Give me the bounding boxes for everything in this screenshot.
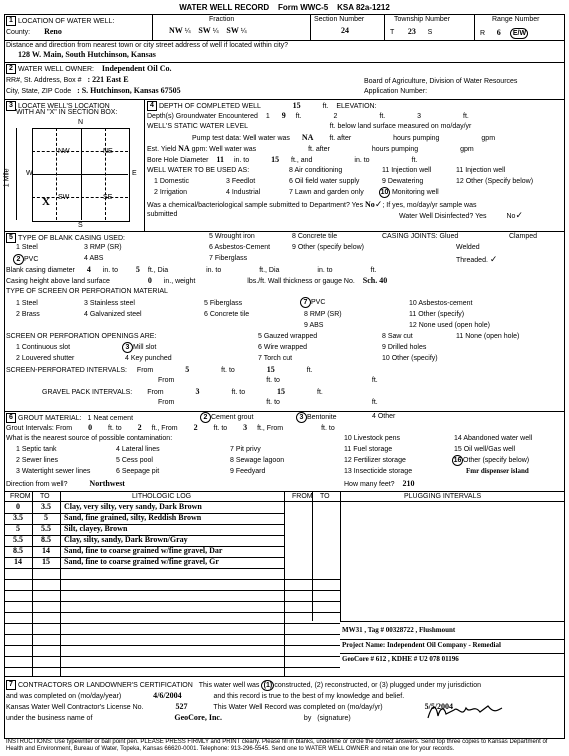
use-4[interactable]: 4 Industrial (226, 189, 261, 196)
business-label: under the business name of (6, 715, 93, 722)
casing-8[interactable]: 8 Concrete tile (292, 233, 338, 240)
blank-depth-value: 5 (135, 265, 140, 274)
ft-unit: ft. (379, 113, 386, 120)
in-to: in. to (206, 267, 222, 274)
disinfected-no[interactable]: No (506, 213, 516, 220)
src-4[interactable]: 4 Lateral lines (116, 446, 160, 453)
gravel-intervals-label: GRAVEL PACK INTERVALS: (42, 389, 133, 396)
pump-value: NA (301, 133, 314, 142)
col-to-2: TO (320, 493, 330, 500)
log-to: 15 (42, 557, 50, 566)
owner-value: Independent Oil Co. (101, 63, 172, 73)
divider (284, 491, 285, 676)
use-10-circled[interactable]: 10 (380, 189, 389, 196)
divider (4, 656, 340, 657)
bore-value: 11 (216, 155, 224, 164)
grout-4[interactable]: 4 Other (372, 413, 396, 420)
src-16-label: Other (specify below) (463, 457, 530, 464)
log-to: 14 (42, 546, 50, 555)
feet-label: How many feet? (344, 481, 395, 488)
in-weight: in., weight (163, 278, 196, 285)
grout-label: GROUT MATERIAL: (18, 414, 82, 422)
city-value: : S. Hutchinson, Kansas 67505 (77, 86, 181, 95)
grout-2-label: Cement grout (211, 414, 254, 421)
divider (474, 14, 475, 40)
divider (310, 14, 311, 40)
divider (4, 590, 340, 591)
license-label: Kansas Water Well Contractor's License No. (6, 704, 144, 711)
direction-value: Northwest (89, 479, 125, 488)
disinfected-label: Water Well Disinfected? Yes (399, 213, 487, 220)
log-description: Sand, fine grained, silty, Reddish Brown (64, 513, 202, 522)
r-label: R (480, 30, 486, 37)
log-to: 3.5 (41, 502, 51, 511)
cert-text-4: and this record is true to the best of my knowledge and belief. (213, 693, 405, 700)
business-value: GeoCore, Inc. (174, 713, 222, 722)
log-from: 14 (14, 557, 22, 566)
casing-9[interactable]: 9 Other (specify below) (292, 244, 364, 251)
t-label: T (390, 29, 395, 36)
divider (144, 99, 145, 231)
check-icon: ✓ (489, 254, 498, 264)
log-from: 0 (16, 502, 20, 511)
ft-dia: ft., Dia (259, 267, 280, 274)
divider (4, 601, 340, 602)
screen-to-value: 15 (266, 365, 275, 374)
hours-label: hours pumping (393, 135, 440, 142)
ft-unit: ft. (463, 113, 469, 120)
completed-date: 4/6/2004 (153, 691, 182, 700)
bore-depth: 15 (271, 155, 280, 164)
license-value: 527 (175, 702, 188, 711)
township-label: Township Number (394, 16, 451, 23)
ft-from: ft., From (257, 425, 284, 432)
opening-4[interactable]: 4 Key punched (125, 355, 172, 362)
locate-label-2: WITH AN "X" IN SECTION BOX: (16, 109, 118, 116)
section-1-label: LOCATION OF WATER WELL: (18, 17, 115, 25)
log-to: 5 (44, 513, 48, 522)
divider (4, 62, 564, 63)
gpm-label: gpm (481, 135, 496, 142)
casing-1[interactable]: 1 Steel (16, 244, 38, 251)
ft-unit: ft. (306, 367, 313, 374)
section-number-label: Section Number (314, 16, 365, 23)
mile-line (16, 128, 17, 220)
gw-2: 2 (333, 113, 338, 120)
opening-11[interactable]: 11 None (open hole) (456, 333, 520, 340)
submitted-label: submitted (147, 211, 178, 218)
gravel-to-value: 15 (277, 387, 286, 396)
clamped-label[interactable]: Clamped (509, 233, 538, 240)
gw-1: 1 (265, 113, 270, 120)
divider (4, 634, 340, 635)
log-description: Sand, fine to coarse grained w/fine gravel, Dar (64, 546, 223, 555)
section-number: 6 (6, 413, 16, 423)
log-note-3: GeoCore # 612 , KDHE # U2 078 01196 (342, 655, 459, 663)
height-value: 0 (147, 276, 152, 285)
chem-label: Was a chemical/bacteriological sample submitted to Department? Yes (147, 202, 364, 209)
grout-to-1: 2 (137, 423, 142, 432)
yield-value: NA (178, 144, 190, 153)
divider (340, 639, 564, 640)
ft-unit: ft. (411, 157, 418, 164)
log-description: Sand, fine to coarse grained w/fine gravel, Gr (64, 557, 219, 566)
col-to: TO (40, 493, 50, 500)
quarter-sign: ¼ (240, 28, 247, 35)
sw-label: SW (58, 194, 70, 201)
in-to: in. to (102, 267, 118, 274)
src-14[interactable]: 14 Abandoned water well (454, 435, 533, 442)
screen-5[interactable]: 5 Fiberglass (204, 300, 243, 307)
in-to: in. to (354, 157, 370, 164)
casing-5[interactable]: 5 Wrought iron (209, 233, 255, 240)
log-from: 5 (16, 524, 20, 533)
section-number: 5 (6, 233, 16, 243)
divider (56, 128, 57, 220)
use-10-label: Monitoring well (391, 189, 439, 196)
distance-value: 128 W. Main, South Hutchinson, Kansas (18, 50, 156, 59)
opening-8[interactable]: 8 Saw cut (382, 333, 413, 340)
gpm-label: gpm (460, 146, 474, 153)
groundwater-label: Depth(s) Groundwater Encountered (147, 113, 258, 120)
record-completed-label: This Water Well Record was completed on (mo/day/yr) (213, 704, 383, 711)
divider (4, 231, 564, 232)
hours-label: hours pumping (371, 146, 419, 153)
divider (105, 128, 106, 220)
section-number: 4 (147, 101, 157, 111)
opening-6[interactable]: 6 Wire wrapped (258, 344, 308, 351)
pump-label: Pump test data: Well water was (192, 135, 290, 142)
log-to: 5.5 (41, 524, 51, 533)
static-label: WELL'S STATIC WATER LEVEL (147, 123, 248, 130)
quarter-sign: ¼ (184, 28, 191, 35)
screen-6[interactable]: 6 Concrete tile (204, 311, 250, 318)
quarter-sign: ¼ (212, 28, 219, 35)
src-8[interactable]: 8 Sewage lagoon (230, 457, 285, 464)
contamination-label: What is the nearest source of possible contamination: (6, 435, 173, 442)
grout-1[interactable]: 1 Neat cement (87, 414, 134, 422)
ft-to: ft. to (321, 425, 335, 432)
log-to: 8.5 (41, 535, 51, 544)
range-value: 6 (496, 28, 501, 37)
ne-label: NE (103, 148, 113, 155)
divider (4, 676, 564, 677)
src-10[interactable]: 10 Livestock pens (344, 435, 401, 442)
opening-5[interactable]: 5 Gauzed wrapped (258, 333, 318, 340)
depth-label: DEPTH OF COMPLETED WELL (159, 102, 261, 110)
direction-label: Direction from well? (6, 481, 68, 488)
casing-7[interactable]: 7 Fiberglass (209, 255, 248, 262)
grout-intervals-label: Grout Intervals: From (6, 425, 73, 432)
divider (340, 653, 564, 654)
section-number: 3 (6, 101, 16, 111)
screen-8[interactable]: 8 RMP (SR) (304, 311, 342, 318)
ft-dia: ft., Dia (147, 267, 169, 274)
grout-3-label: Bentonite (307, 414, 337, 421)
casing-2-label: PVC (24, 256, 39, 263)
screen-2[interactable]: 2 Brass (16, 311, 40, 318)
opening-2[interactable]: 2 Louvered shutter (16, 355, 75, 362)
screen-material-label: TYPE OF SCREEN OR PERFORATION MATERIAL (6, 288, 168, 295)
check-icon: ✓ (515, 210, 523, 220)
ft-to: ft. to (266, 399, 280, 406)
well-location-mark: X (42, 196, 50, 208)
signature-label: (signature) (317, 715, 351, 722)
yield-label: Est. Yield (147, 146, 177, 153)
certification-label: CONTRACTORS OR LANDOWNER'S CERTIFICATION (18, 682, 193, 689)
from-label: From (147, 389, 164, 396)
ft-to: ft. to (213, 425, 228, 432)
fraction-label: Fraction (209, 16, 235, 23)
range-label: Range Number (492, 16, 540, 23)
src-7[interactable]: 7 Pit privy (230, 446, 261, 453)
src-5[interactable]: 5 Cess pool (116, 457, 153, 464)
src-3[interactable]: 3 Watertight sewer lines (16, 468, 91, 475)
log-description: Clay, silty, sandy, Dark Brown/Gray (64, 535, 188, 544)
section-number: 7 (6, 680, 16, 690)
well-record-form (4, 4, 565, 752)
log-from: 3.5 (13, 513, 23, 522)
section-number: 1 (6, 16, 16, 26)
col-from-2: FROM (292, 493, 313, 500)
elevation-label: ELEVATION: (336, 102, 377, 110)
ft-to: ft. to (266, 377, 280, 384)
screen-10[interactable]: 10 Asbestos-cement (409, 300, 473, 307)
use-6[interactable]: 6 Oil field water supply (289, 178, 360, 185)
casing-2-circled[interactable]: 2 (13, 254, 24, 265)
se-label: SE (103, 194, 113, 201)
in-to: in. to (233, 157, 250, 164)
src-15[interactable]: 15 Oil well/Gas well (454, 446, 516, 453)
use-9[interactable]: 9 Dewatering (382, 178, 424, 185)
fraction-1: NW (169, 26, 183, 35)
grout-to-2: 3 (243, 423, 248, 432)
log-note-1: MW31 , Tag # 00328722 , Flushmount (342, 626, 456, 634)
grout-from-1: 0 (88, 423, 93, 432)
cert-text-3: and was completed on (mo/day/year) (6, 693, 122, 700)
src-9[interactable]: 9 Feedyard (230, 468, 266, 475)
openings-label: SCREEN OR PERFORATION OPENINGS ARE: (6, 333, 157, 340)
opening-9[interactable]: 9 Drilled holes (382, 344, 427, 351)
locate-label: LOCATE WELL'S LOCATION (18, 102, 110, 110)
ft-unit: ft. (295, 113, 302, 120)
divider (4, 579, 340, 580)
use-11[interactable]: 11 Injection well (456, 167, 506, 174)
county-label: County: (6, 29, 31, 36)
gauge-value: Sch. 40 (362, 276, 388, 285)
threaded-label[interactable]: Threaded. (456, 257, 488, 264)
feet-value: 210 (402, 479, 415, 488)
screen-9[interactable]: 9 ABS (304, 322, 324, 329)
src-13[interactable]: 13 Insecticide storage (344, 468, 413, 475)
by-label: by (303, 715, 312, 722)
divider (152, 14, 153, 40)
west-label: W (26, 170, 33, 177)
ft-to: ft. to (221, 367, 235, 374)
address-label: RR#, St. Address, Box # (6, 77, 82, 84)
use-12[interactable]: 12 Other (Specify below) (456, 178, 534, 185)
record-completed-date: 5/5/2004 (424, 702, 454, 711)
ft-unit: ft. (322, 102, 329, 110)
opening-7[interactable]: 7 Torch cut (258, 355, 293, 362)
gw-1-value: 9 (281, 111, 286, 120)
chem-tail: ; If yes, mo/day/yr sample was (382, 202, 477, 209)
divider (4, 645, 340, 646)
use-8[interactable]: 11 Injection well (382, 167, 432, 174)
divider (340, 491, 341, 621)
township-value: 23 (407, 27, 416, 36)
section-number: 2 (6, 64, 16, 74)
col-lithologic: LITHOLOGIC LOG (132, 493, 192, 500)
grout-from-2: 2 (193, 423, 198, 432)
blank-diameter-label: Blank casing diameter (6, 267, 75, 274)
chem-no[interactable]: No (365, 200, 375, 209)
cert-text-2: constructed, (2) reconstructed, or (3) plugged under my jurisdiction (274, 682, 481, 689)
src-12[interactable]: 12 Fertilizer storage (344, 457, 406, 464)
casing-3[interactable]: 3 RMP (SR) (84, 244, 122, 251)
board-label: Board of Agriculture, Division of Water Resources (364, 78, 518, 85)
fraction-2: SW (198, 26, 211, 35)
screen-intervals-label: SCREEN-PERFORATED INTERVALS: (6, 367, 127, 374)
city-label: City, State, ZIP Code (6, 88, 72, 95)
log-description: Silt, clayey, Brown (64, 524, 128, 533)
ft-unit: ft. (370, 267, 377, 274)
screen-11[interactable]: 11 Other (specify) (409, 311, 465, 318)
gravel-from-value: 3 (195, 387, 200, 396)
src-2[interactable]: 2 Sewer lines (16, 457, 59, 464)
instructions: INSTRUCTIONS: Use typewriter or ball point pen. PLEASE PRESS FIRMLY and PRINT clearly. Please fill in blanks, underline or circle the correct answers. Send top three copies to Kansas Department of Health and Environment, Bureau of Water, Topeka, Kansas 66620-0001. Telephone: 913-296-5545. Send one to WATER WELL OWNER and retain one for your records. (6, 739, 548, 752)
other-source-value: Fmr dispenser island (466, 467, 529, 475)
divider (32, 151, 128, 152)
use-1[interactable]: 1 Domestic (154, 178, 190, 185)
use-label: WELL WATER TO BE USED AS: (147, 167, 250, 174)
form-number: Form WWC-5 (278, 3, 329, 12)
ft-unit: ft. (317, 389, 323, 396)
divider (384, 14, 385, 40)
address-value: : 221 East E (87, 75, 129, 84)
welded-label[interactable]: Welded (456, 244, 480, 251)
height-label: Casing height above land surface (6, 278, 110, 285)
col-plugging: PLUGGING INTERVALS (404, 493, 482, 500)
static-tail: ft. below land surface measured on mo/day/yr (329, 123, 472, 130)
blank-diameter-value: 4 (86, 265, 91, 274)
screen-4[interactable]: 4 Galvanized steel (84, 311, 142, 318)
log-description: Clay, very silty, very sandy, Dark Brown (64, 502, 202, 511)
opening-10[interactable]: 10 Other (specify) (382, 355, 438, 362)
divider (340, 621, 564, 622)
from-label: From (136, 367, 154, 374)
check-icon: ✓ (374, 199, 383, 209)
and-label: ft., and (291, 157, 313, 164)
lbs-label: lbs./ft. Wall thickness or gauge No. (247, 278, 355, 285)
use-3[interactable]: 3 Feedlot (226, 178, 256, 185)
from-label: From (158, 377, 175, 384)
divider (4, 99, 564, 100)
divider (4, 40, 564, 41)
form-ksa: KSA 82a-1212 (337, 3, 390, 12)
col-from: FROM (10, 493, 31, 500)
casing-label: TYPE OF BLANK CASING USED: (18, 234, 125, 242)
ft-to: ft. to (231, 389, 246, 396)
ew-value: E/W (510, 28, 528, 39)
src-16-circled[interactable]: 16 (453, 457, 462, 464)
divider (4, 667, 340, 668)
after-label: ft. after (308, 146, 330, 153)
signature (424, 700, 504, 722)
grout-2-circled[interactable]: 2 (200, 412, 211, 423)
opening-3-label: Mill slot (133, 344, 157, 351)
s-label: S (427, 29, 433, 36)
divider (4, 623, 340, 624)
depth-value: 15 (292, 100, 301, 110)
south-label: S (78, 222, 83, 229)
form-header (4, 4, 565, 13)
grout-3-circled[interactable]: 3 (296, 412, 307, 423)
table-row (4, 557, 284, 569)
divider (4, 612, 340, 613)
distance-label: Distance and direction from nearest town or city street address of well if located within city? (6, 42, 289, 49)
gw-3: 3 (417, 113, 422, 120)
yield-tail: gpm: Well water was (191, 146, 257, 153)
use-2[interactable]: 2 Irrigation (154, 189, 188, 196)
section-number-value: 24 (341, 26, 349, 35)
in-to: in. to (317, 267, 333, 274)
owner-label: WATER WELL OWNER: (18, 65, 94, 73)
opening-1[interactable]: 1 Continuous slot (16, 344, 71, 351)
casing-4[interactable]: 4 ABS (84, 255, 104, 262)
application-label: Application Number: (364, 88, 428, 95)
county-value: Reno (44, 27, 62, 36)
cert-text-1: This water well was (198, 682, 260, 689)
divider (32, 174, 128, 175)
east-label: E (132, 170, 137, 177)
casing-6[interactable]: 6 Asbestos-Cement (209, 244, 271, 251)
screen-3[interactable]: 3 Stainless steel (84, 300, 135, 307)
log-from: 8.5 (13, 546, 23, 555)
opening-3-circled[interactable]: 3 (122, 342, 133, 353)
ft-from: ft., From (151, 425, 178, 432)
form-title: WATER WELL RECORD (179, 3, 270, 12)
cert-option-1-circled[interactable]: (1) (261, 680, 274, 691)
ft-unit: ft. (371, 399, 378, 406)
mile-label: 1 Mile (3, 168, 11, 188)
north-label: N (78, 119, 84, 126)
joints-label: CASING JOINTS: Glued (382, 233, 459, 240)
use-5[interactable]: 8 Air conditioning (289, 167, 343, 174)
screen-1[interactable]: 1 Steel (16, 300, 38, 307)
src-1[interactable]: 1 Septic tank (16, 446, 57, 453)
bore-label: Bore Hole Diameter (147, 157, 209, 164)
after-label: ft. after (329, 135, 352, 142)
fraction-3: SW (226, 26, 239, 35)
divider (4, 411, 564, 412)
src-6[interactable]: 6 Seepage pit (116, 468, 160, 475)
use-7[interactable]: 7 Lawn and garden only (289, 189, 364, 196)
screen-12[interactable]: 12 None used (open hole) (409, 322, 490, 329)
ft-to: ft. to (108, 425, 122, 432)
log-from: 5.5 (13, 535, 23, 544)
screen-7-label: PVC (311, 299, 326, 306)
from-label: From (158, 399, 175, 406)
nw-label: NW (58, 148, 70, 155)
screen-from-value: 5 (185, 365, 190, 374)
ft-unit: ft. (371, 377, 378, 384)
screen-7-circled[interactable]: 7 (300, 297, 311, 308)
src-11[interactable]: 11 Fuel storage (344, 446, 393, 453)
log-note-2: Project Name: Independent Oil Company - Remedial (342, 641, 501, 649)
